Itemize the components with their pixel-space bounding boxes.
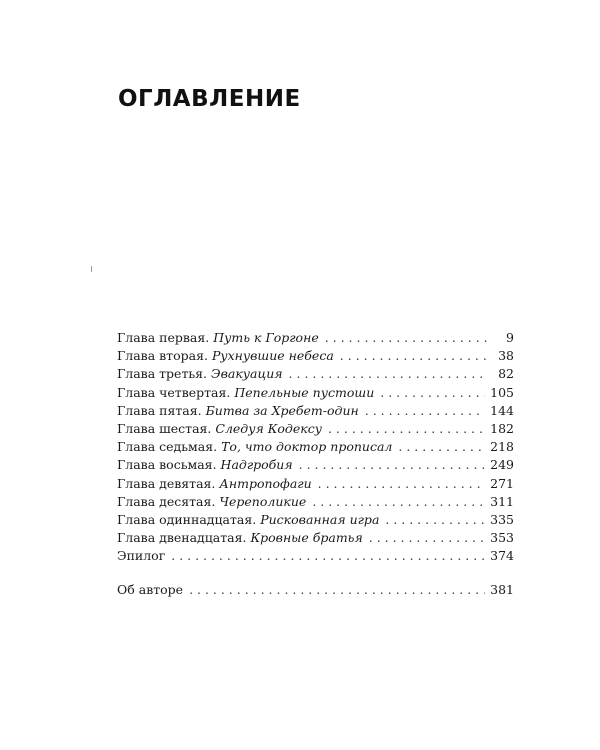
chapter-prefix: Эпилог [117,548,166,564]
dot-leader [312,493,485,511]
page-number: 374 [490,548,514,564]
chapter-prefix: Глава пятая. [117,402,202,418]
chapter-title: Антропофаги [219,475,312,491]
dot-leader [380,384,485,402]
dot-leader [369,529,485,547]
chapter-title: Следуя Кодексу [215,420,322,436]
chapter-prefix: Об авторе [117,582,184,598]
margin-mark [91,266,92,272]
chapter-prefix: Глава десятая. [117,493,216,509]
dot-leader [340,347,487,365]
chapter-prefix: Глава четвертая. [117,384,231,400]
chapter-title: Битва за Хребет-один [205,402,359,418]
page-number: 249 [490,457,514,473]
page-number: 82 [498,366,514,382]
chapter-prefix: Глава первая. [117,330,210,345]
page-number: 381 [490,582,514,598]
chapter-title: Рискованная игра [260,511,380,527]
page-number: 311 [490,493,514,509]
chapter-title: Череполикие [219,493,307,509]
toc-entry[interactable] [117,456,514,474]
toc-entry[interactable] [117,365,514,383]
page-number: 353 [490,530,514,546]
page-number: 38 [498,348,514,364]
dot-leader [189,581,485,599]
chapter-title: Эвакуация [211,366,283,382]
chapter-title: Надгробия [220,457,293,473]
chapter-prefix: Глава третья. [117,366,208,382]
toc-entry[interactable] [117,529,514,547]
chapter-title: То, что доктор прописал [221,439,393,455]
chapter-prefix: Глава двенадцатая. [117,530,247,546]
chapter-prefix: Глава седьмая. [117,439,218,455]
dot-leader [365,402,485,420]
dot-leader [328,420,485,438]
toc-entry[interactable] [117,511,514,529]
table-of-contents [117,329,514,600]
dot-leader [171,547,485,565]
chapter-prefix: Глава восьмая. [117,457,217,473]
chapter-prefix: Глава девятая. [117,475,216,491]
dot-leader [398,438,485,456]
chapter-prefix: Глава шестая. [117,420,212,436]
dot-leader [385,511,485,529]
toc-entry[interactable] [117,438,514,456]
page-number: 335 [490,511,514,527]
page-number: 271 [490,475,514,491]
toc-entry[interactable] [117,347,514,365]
page-title: ОГЛАВЛЕНИЕ [118,86,301,112]
chapter-title: Путь к Горгоне [213,330,319,345]
chapter-prefix: Глава одиннадцатая. [117,511,257,527]
chapter-title: Кровные братья [250,530,363,546]
page-number: 218 [490,439,514,455]
page-number: 144 [490,402,514,418]
chapter-prefix: Глава вторая. [117,348,208,364]
page-number: 9 [506,330,514,345]
page-number: 105 [490,384,514,400]
toc-entry[interactable] [117,384,514,402]
toc-entry[interactable] [117,329,514,347]
dot-leader [318,475,485,493]
page-number: 182 [490,420,514,436]
dot-leader [299,456,486,474]
chapter-title: Пепельные пустоши [234,384,375,400]
toc-entry-about-author[interactable] [117,581,514,599]
toc-entry[interactable] [117,493,514,511]
dot-leader [289,365,487,383]
toc-entry[interactable] [117,402,514,420]
chapter-title: Рухнувшие небеса [211,348,334,364]
dot-leader [325,329,487,347]
toc-entry[interactable] [117,420,514,438]
toc-entry-epilogue[interactable] [117,547,514,565]
toc-entry[interactable] [117,475,514,493]
